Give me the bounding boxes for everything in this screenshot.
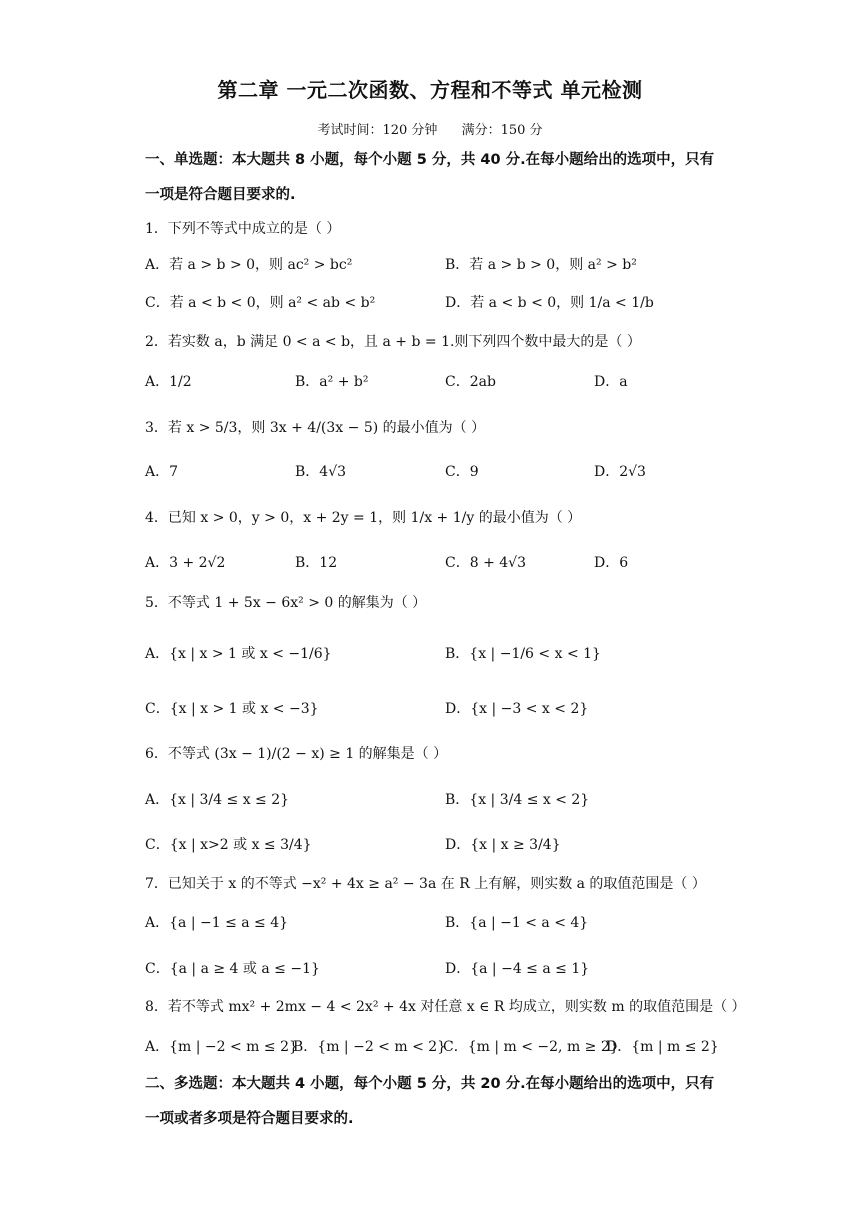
exam-score: 满分：150 分 [461,123,543,138]
exam-info [0,119,860,138]
question-2-option-b: B．a² + b² [295,374,369,390]
question-7-option-a: A．{a | −1 ≤ a ≤ 4} [145,915,289,931]
question-8-stem: 8．若不等式 mx² + 2mx − 4 < 2x² + 4x 对任意 x ∈ R 均成立，则实数 m 的取值范围是（ ） [145,999,746,1015]
question-6-stem: 6．不等式 (3x − 1)/(2 − x) ≥ 1 的解集是（ ） [145,746,448,762]
question-7-option-c: C．{a | a ≥ 4 或 a ≤ −1} [145,961,320,977]
question-6-option-a: A．{x | 3/4 ≤ x ≤ 2} [145,792,290,808]
question-5-option-c: C．{x | x > 1 或 x < −3} [145,701,319,717]
question-5-option-b: B．{x | −1/6 < x < 1} [445,646,601,662]
question-8-option-d: D．{m | m ≤ 2} [606,1039,719,1055]
question-1-option-b: B．若 a > b > 0，则 a² > b² [445,257,637,273]
question-2-option-a: A．1/2 [145,374,192,390]
question-4-option-a: A．3 + 2√2 [145,555,226,571]
section-line: 一、单选题：本大题共 8 小题，每个小题 5 分，共 40 分.在每小题给出的选项中，只有 [145,152,715,168]
section-line: 一项或者多项是符合题目要求的. [145,1111,354,1127]
question-5-stem: 5．不等式 1 + 5x − 6x² > 0 的解集为（ ） [145,595,427,611]
section-line: 二、多选题：本大题共 4 小题，每个小题 5 分，共 20 分.在每小题给出的选项中，只有 [145,1076,715,1092]
question-5-option-a: A．{x | x > 1 或 x < −1/6} [145,646,332,662]
question-1-option-c: C．若 a < b < 0，则 a² < ab < b² [145,295,376,311]
section-heading-multiple-choice [145,1067,725,1137]
question-3-stem: 3．若 x > 5/3，则 3x + 4/(3x − 5) 的最小值为（ ） [145,420,486,436]
question-7-option-d: D．{a | −4 ≤ a ≤ 1} [445,961,590,977]
question-6-option-b: B．{x | 3/4 ≤ x < 2} [445,792,590,808]
question-8-option-a: A．{m | −2 < m ≤ 2} [145,1039,298,1055]
question-4-option-d: D．6 [594,555,629,571]
question-2-stem: 2．若实数 a，b 满足 0 < a < b，且 a + b = 1.则下列四个数中最大的是（ ） [145,334,641,350]
page-title: 第二章 一元二次函数、方程和不等式 单元检测 [217,78,643,102]
question-8-option-c: C．{m | m < −2, m ≥ 2} [443,1039,619,1055]
section-line: 一项是符合题目要求的. [145,187,296,203]
question-2-option-c: C．2ab [445,374,496,390]
question-4-stem: 4．已知 x > 0，y > 0，x + 2y = 1，则 1/x + 1/y 的最小值为（ ） [145,510,582,526]
question-7-stem: 7．已知关于 x 的不等式 −x² + 4x ≥ a² − 3a 在 R 上有解，则实数 a 的取值范围是（ ） [145,876,706,892]
exam-time: 考试时间：120 分钟 [317,123,438,138]
question-3-option-c: C．9 [445,464,479,480]
question-5-option-d: D．{x | −3 < x < 2} [445,701,589,717]
question-6-option-c: C．{x | x>2 或 x ≤ 3/4} [145,837,312,853]
question-4-option-c: C．8 + 4√3 [445,555,526,571]
question-2-option-d: D．a [594,374,628,390]
question-4-option-b: B．12 [295,555,338,571]
question-7-option-b: B．{a | −1 < a < 4} [445,915,589,931]
question-1-option-d: D．若 a < b < 0，则 1/a < 1/b [445,295,654,311]
question-6-option-d: D．{x | x ≥ 3/4} [445,837,561,853]
question-3-option-b: B．4√3 [295,464,347,480]
question-3-option-d: D．2√3 [594,464,646,480]
section-heading-single-choice [145,143,725,213]
question-3-option-a: A．7 [145,464,179,480]
question-1-stem: 1．下列不等式中成立的是（ ） [145,221,341,237]
question-8-option-b: B．{m | −2 < m < 2} [293,1039,447,1055]
question-1-option-a: A．若 a > b > 0，则 ac² > bc² [145,257,353,273]
